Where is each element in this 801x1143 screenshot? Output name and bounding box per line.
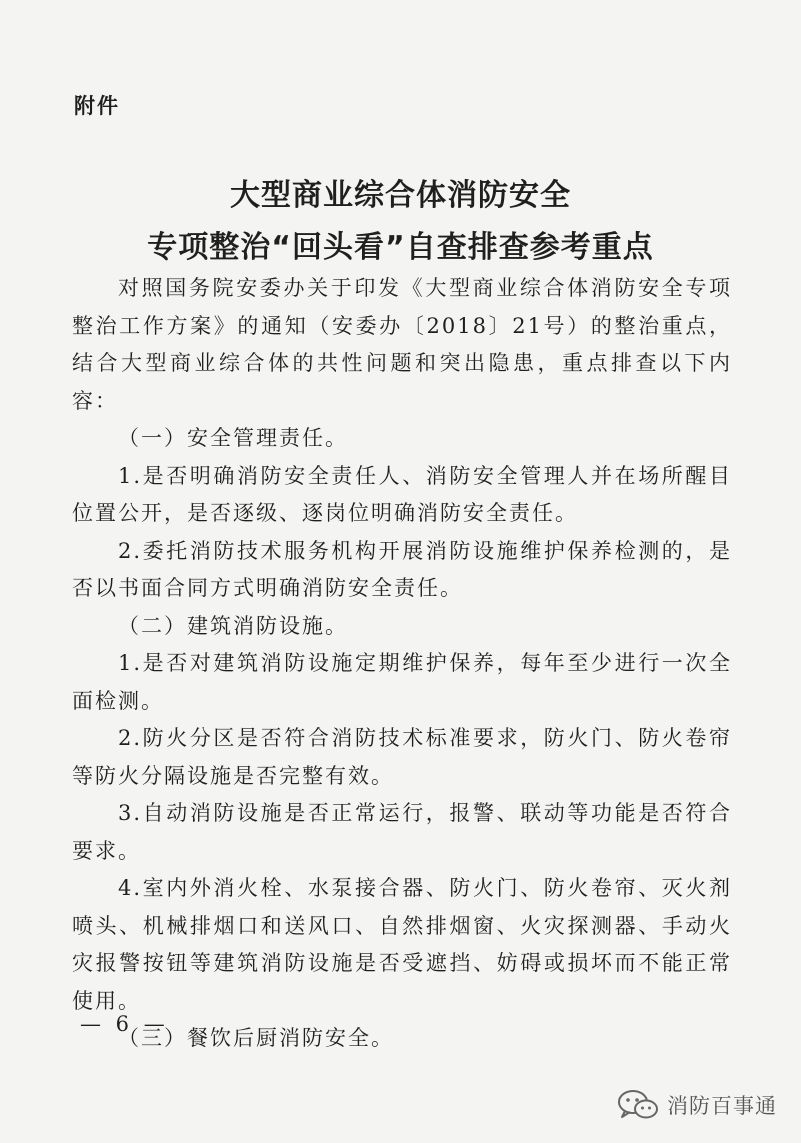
section-heading-3: （三）餐饮后厨消防安全。 xyxy=(118,1026,394,1050)
paragraph-item: 3.自动消防设施是否正常运行，报警、联动等功能是否符合要求。 xyxy=(72,801,732,863)
section-heading-2: （二）建筑消防设施。 xyxy=(118,613,348,638)
section-heading-1: （一）安全管理责任。 xyxy=(118,426,348,450)
attachment-label: 附件 xyxy=(74,94,120,118)
paragraph-item: 2.委托消防技术服务机构开展消防设施维护保养检测的，是否以书面合同方式明确消防安全责任。 xyxy=(72,538,732,600)
page-number: — 6 — xyxy=(80,1012,169,1036)
paragraph-intro: 对照国务院安委办关于印发《大型商业综合体消防安全专项整治工作方案》的通知（安委办〔2018〕21号）的整治重点，结合大型商业综合体的共性问题和突出隐患，重点排查以下内容： xyxy=(72,276,732,413)
paragraph-item: 1.是否明确消防安全责任人、消防安全管理人并在场所醒目位置公开，是否逐级、逐岗位明确消防安全责任。 xyxy=(72,463,732,525)
document-title-line-1: 大型商业综合体消防安全 xyxy=(230,178,571,213)
document-title-line-2: 专项整治“回头看”自查排查参考重点 xyxy=(147,230,654,265)
watermark xyxy=(617,1089,777,1121)
paragraph-item: 1.是否对建筑消防设施定期维护保养，每年至少进行一次全面检测。 xyxy=(72,651,732,713)
paragraph-item: 4.室内外消火栓、水泵接合器、防火门、防火卷帘、灭火剂喷头、机械排烟口和送风口、自然排烟窗、火灾探测器、手动火灾报警按钮等建筑消防设施是否受遮挡、妨碍或损坏而不能正常使用。 xyxy=(72,876,732,1013)
watermark-text: 消防百事通 xyxy=(667,1094,777,1118)
paragraph-item: 2.防火分区是否符合消防技术标准要求，防火门、防火卷帘等防火分隔设施是否完整有效。 xyxy=(72,726,732,788)
wechat-icon xyxy=(617,1089,659,1121)
document-body xyxy=(72,270,732,1058)
